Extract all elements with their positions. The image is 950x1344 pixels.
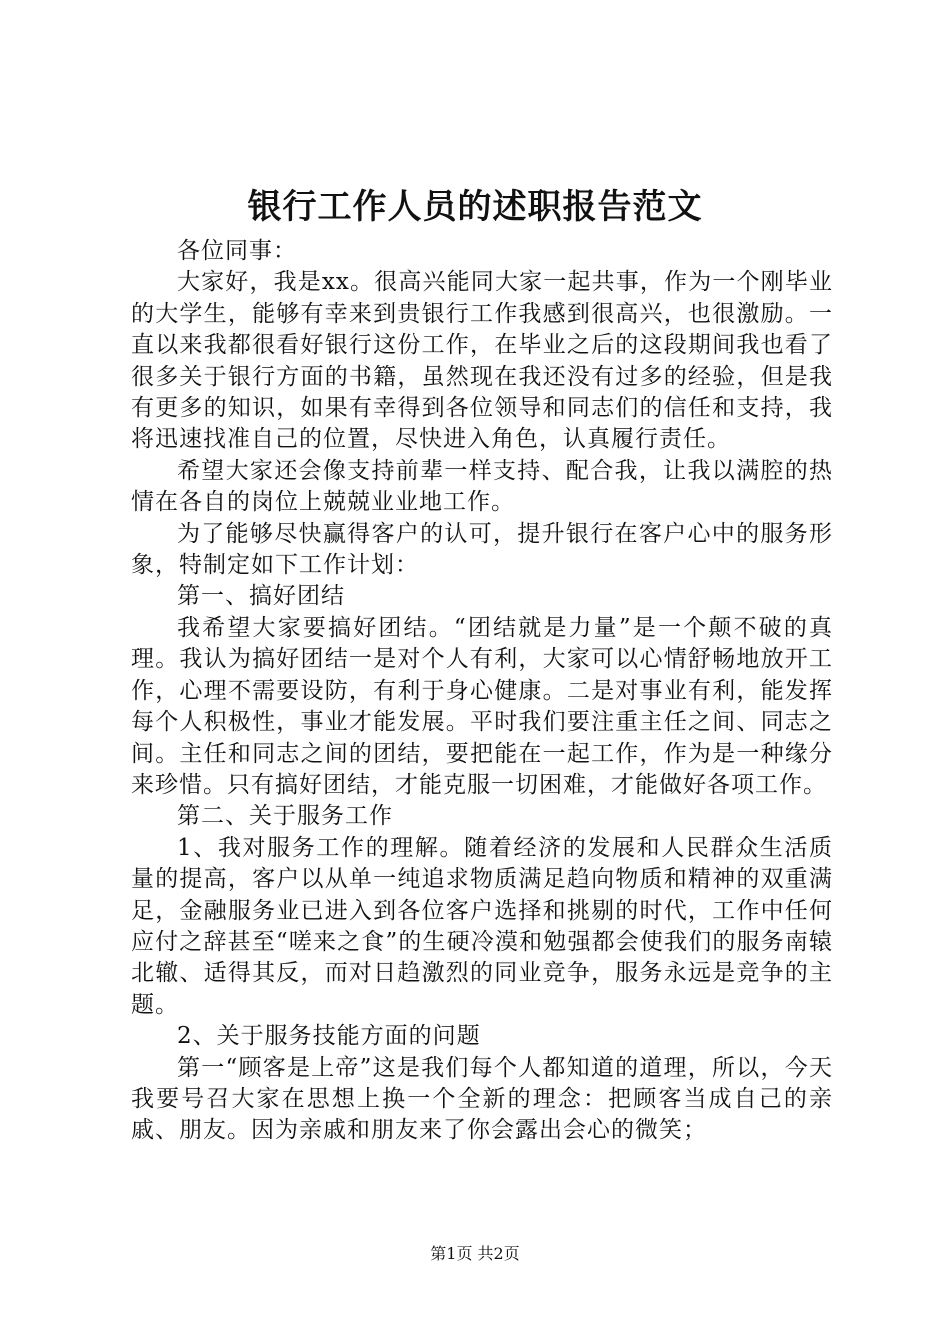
paragraph-customer-first: 第一“顾客是上帝”这是我们每个人都知道的道理，所以，今天我要号召大家在思想上换一个全新的理念：把顾客当成自己的亲戚、朋友。因为亲戚和朋友来了你会露出会心的微笑； [131,1054,833,1144]
subsection-heading-service-skills: 2、关于服务技能方面的问题 [177,1023,481,1050]
paragraph-hope: 希望大家还会像支持前辈一样支持、配合我，让我以满腔的热情在各自的岗位上兢兢业业地工作。 [131,457,833,516]
paragraph-unity: 我希望大家要搞好团结。“团结就是力量”是一个颠不破的真理。我认为搞好团结一是对个人有利，大家可以心情舒畅地放开工作，心理不需要设防，有利于身心健康。二是对事业有利，能发挥每个人积极性，事业才能发展。平时我们要注重主任之间、同志之间。主任和同志之间的团结，要把能在一起工作，作为是一种缘分来珍惜。只有搞好团结，才能克服一切困难，才能做好各项工作。 [131,614,833,798]
paragraph-service-understanding: 1、我对服务工作的理解。随着经济的发展和人民群众生活质量的提高，客户以从单一纯追求物质满足趋向物质和精神的双重满足，金融服务业已进入到各位客户选择和挑剔的时代，工作中任何应付之辞甚至“嗟来之食”的生硬冷漠和勉强都会使我们的服务南辕北辙、适得其反，而对日趋激烈的同业竞争，服务永远是竞争的主题。 [131,834,833,1018]
document-body [131,236,833,1147]
paragraph-introduction: 大家好，我是xx。很高兴能同大家一起共事，作为一个刚毕业的大学生，能够有幸来到贵银行工作我感到很高兴，也很激励。一直以来我都很看好银行这份工作，在毕业之后的这段期间我也看了很多关于银行方面的书籍，虽然现在我还没有过多的经验，但是我有更多的知识，如果有幸得到各位领导和同志们的信任和支持，我将迅速找准自己的位置，尽快进入角色，认真履行责任。 [131,269,833,453]
paragraph-plan-intro: 为了能够尽快赢得客户的认可，提升银行在客户心中的服务形象，特制定如下工作计划： [131,520,833,579]
paragraph-greeting: 各位同事： [177,238,297,264]
page-number-footer: 第1页 共2页 [430,1244,520,1263]
section-heading-service: 第二、关于服务工作 [177,803,393,830]
document-title: 银行工作人员的述职报告范文 [247,187,703,227]
section-heading-unity: 第一、搞好团结 [177,583,345,610]
